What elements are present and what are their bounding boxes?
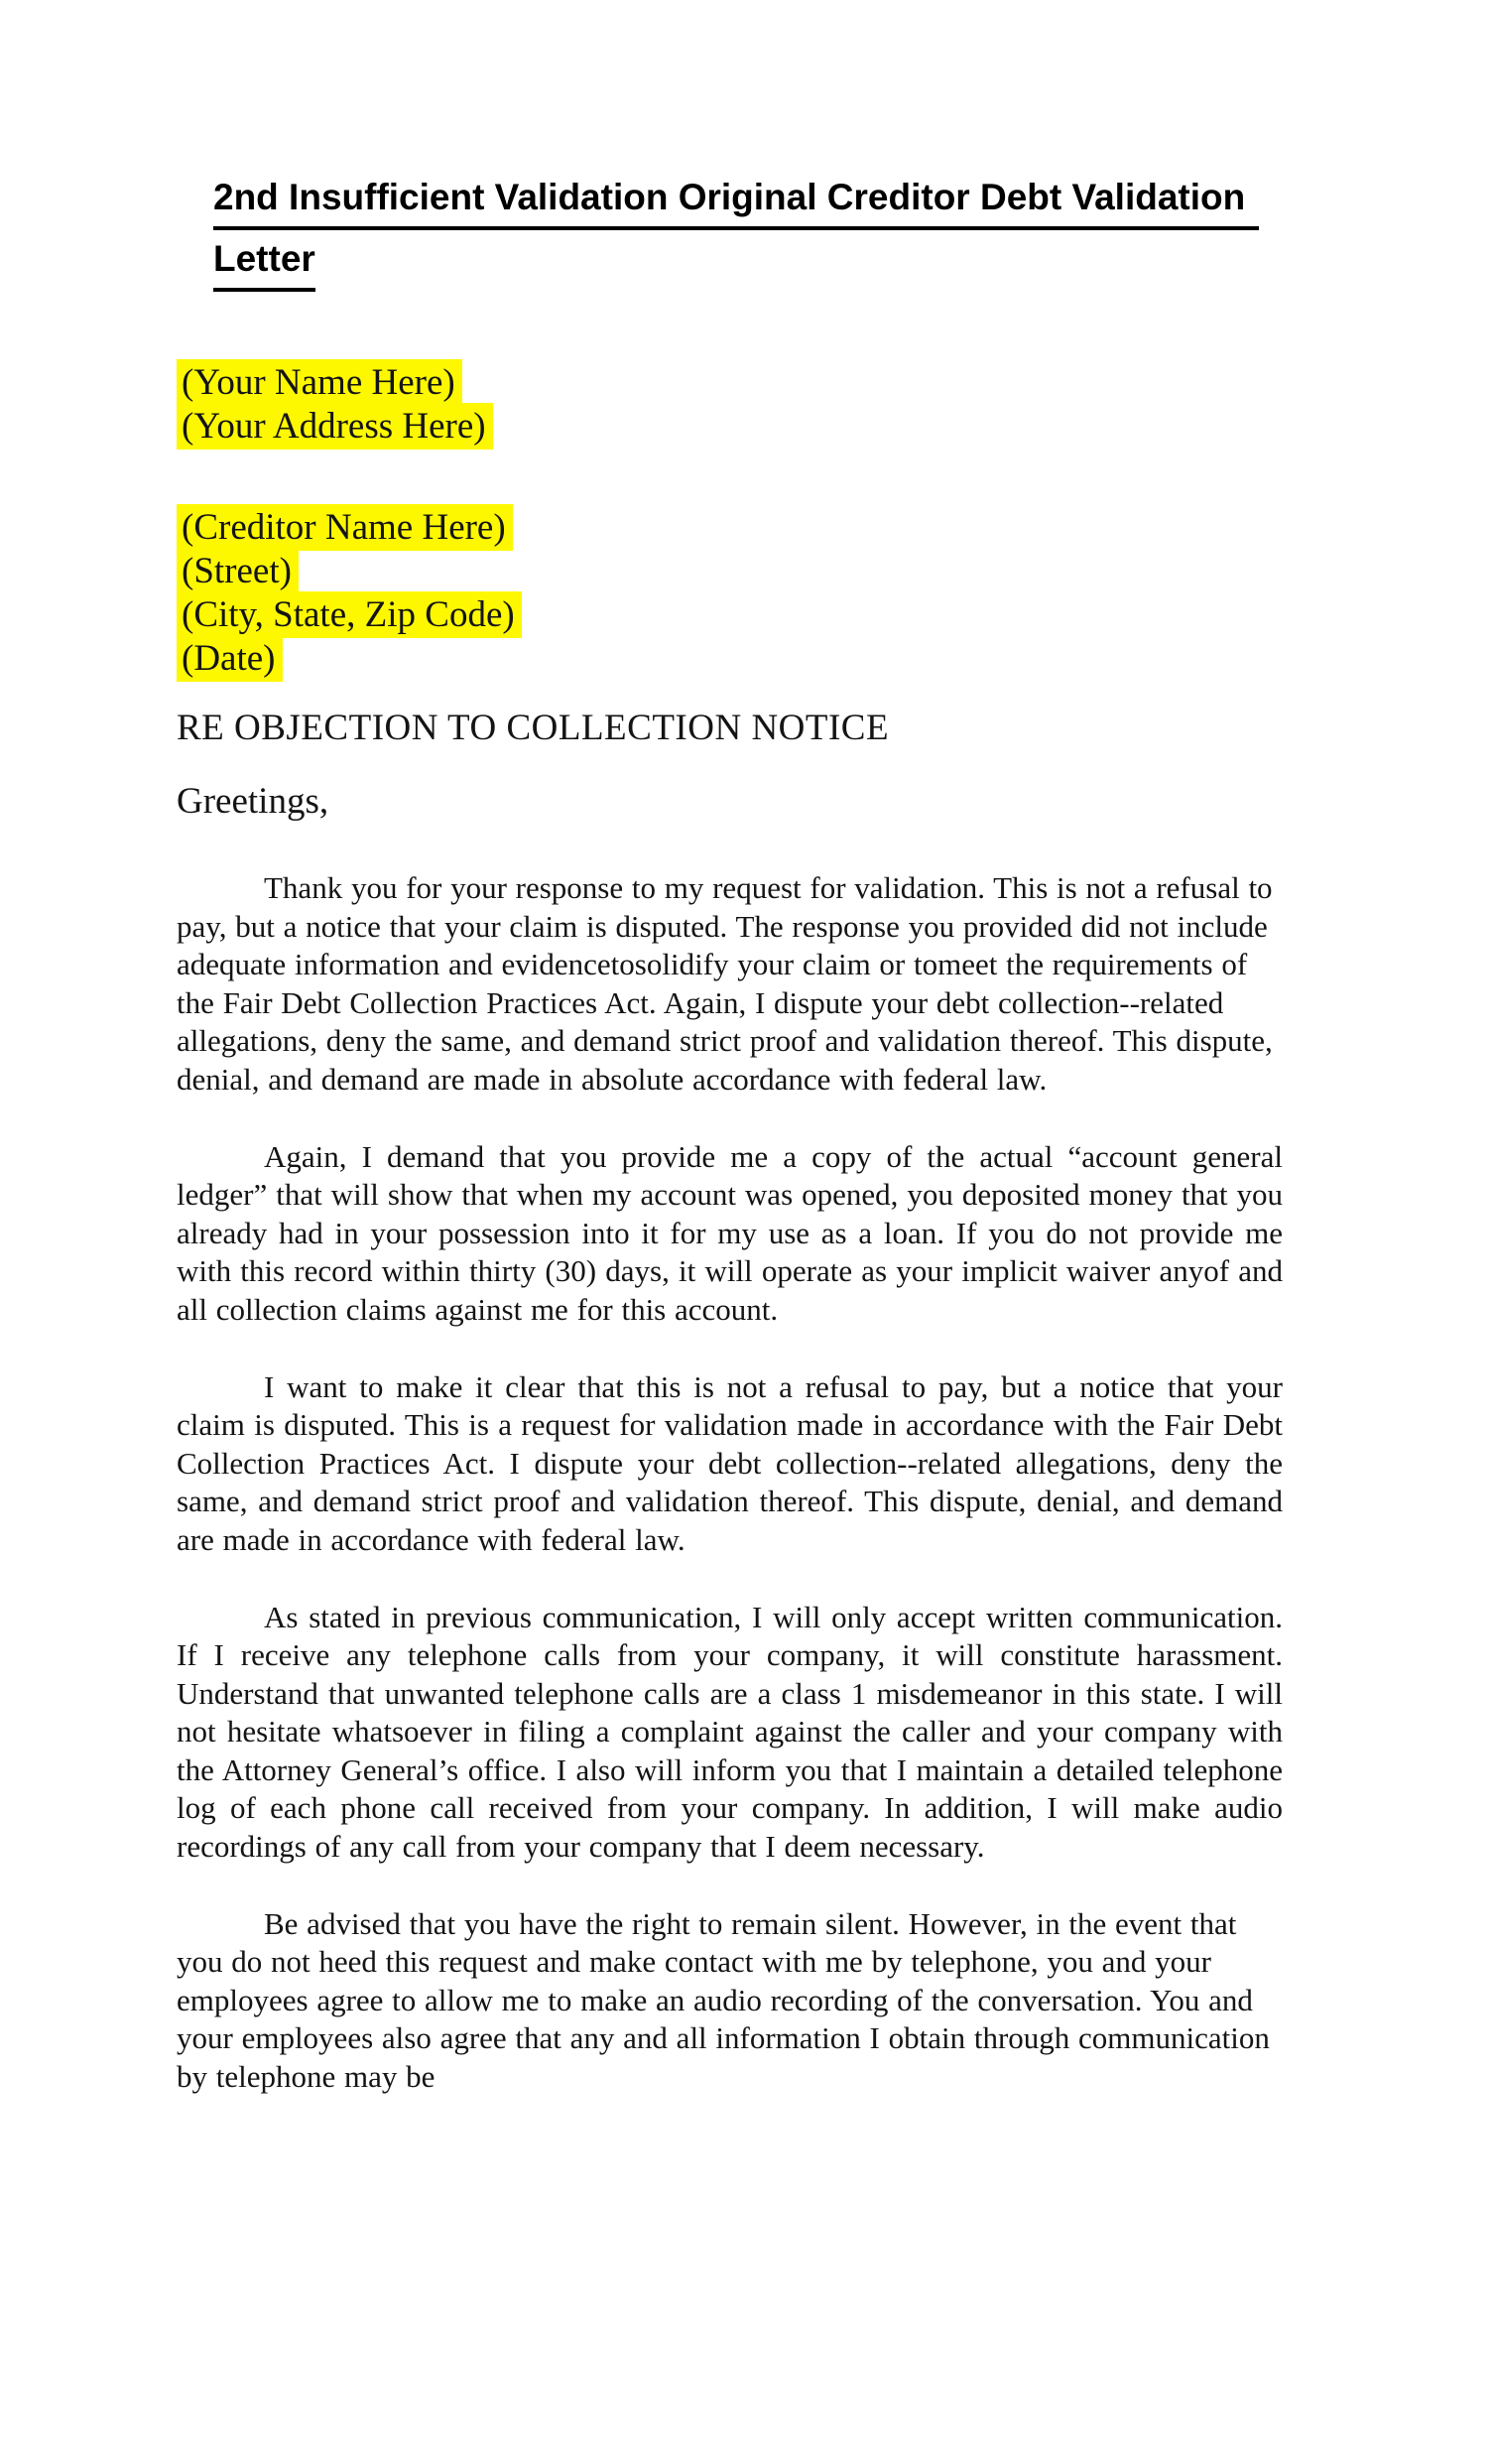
sender-name-placeholder: (Your Name Here): [177, 359, 462, 406]
street-placeholder: (Street): [177, 548, 299, 594]
subject-line: RE OBJECTION TO COLLECTION NOTICE: [177, 708, 890, 748]
city-state-zip-placeholder: (City, State, Zip Code): [177, 591, 522, 638]
paragraph-1: Thank you for your response to my request for validation. This is not a refusal to pay, but a notice that your claim is disputed. The response you provided did not include adequate information and evidencetosolidify your claim or tomeet the requirements of the Fair Debt Collection Practices Act. Again, I dispute your debt collection--related allegations, deny the same, and demand strict proof and validation thereof. This dispute, denial, and demand are made in absolute accordance with federal law.: [177, 870, 1273, 1097]
sender-block: [177, 361, 1283, 449]
paragraph-3: I want to make it clear that this is not a refusal to pay, but a notice that your claim is disputed. This is a request for validation made in accordance with the Fair Debt Collection Practices Act. I dispute your debt collection--related allegations, deny the same, and demand strict proof and validation thereof. This dispute, denial, and demand are made in accordance with federal law.: [177, 1368, 1283, 1557]
recipient-block: [177, 506, 1283, 681]
date-placeholder: (Date): [177, 635, 283, 682]
recipient-street-line: [177, 550, 1283, 593]
paragraph-4: As stated in previous communication, I will only accept written communication. If I receive any telephone calls from your company, it will constitute harassment. Understand that unwanted telephone calls are a class 1 misdemeanor in this state. I will not hesitate whatsoever in filing a complaint against the caller and your company with the Attorney General’s office. I also will inform you that I maintain a detailed telephone log of each phone call received from your company. In addition, I will make audio recordings of any call from your company that I deem necessary.: [177, 1599, 1283, 1865]
sender-name-line: [177, 361, 1283, 405]
title-line-2: Letter: [213, 230, 315, 292]
creditor-name-placeholder: (Creditor Name Here): [177, 504, 513, 551]
title-line-1: 2nd Insufficient Validation Original Creditor Debt Validation: [213, 169, 1259, 230]
greeting: Greetings,: [177, 781, 329, 822]
sender-address-placeholder: (Your Address Here): [177, 403, 493, 450]
recipient-city-line: [177, 593, 1283, 637]
letter-title: [213, 169, 1283, 292]
paragraph-2: Again, I demand that you provide me a copy of the actual “account general ledger” that will show that when my account was opened, you deposited money that you already had in your possession into it for my use as a loan. If you do not provide me with this record within thirty (30) days, it will operate as your implicit waiver anyof and all collection claims against me for this account.: [177, 1138, 1283, 1327]
recipient-name-line: [177, 506, 1283, 550]
paragraph-5: Be advised that you have the right to remain silent. However, in the event that you do not heed this request and make contact with me by telephone, you and your employees agree to allow me to make an audio recording of the conversation. You and your employees also agree that any and all information I obtain through communication by telephone may be: [177, 1905, 1270, 2095]
recipient-date-line: [177, 637, 1283, 681]
sender-address-line: [177, 405, 1283, 449]
